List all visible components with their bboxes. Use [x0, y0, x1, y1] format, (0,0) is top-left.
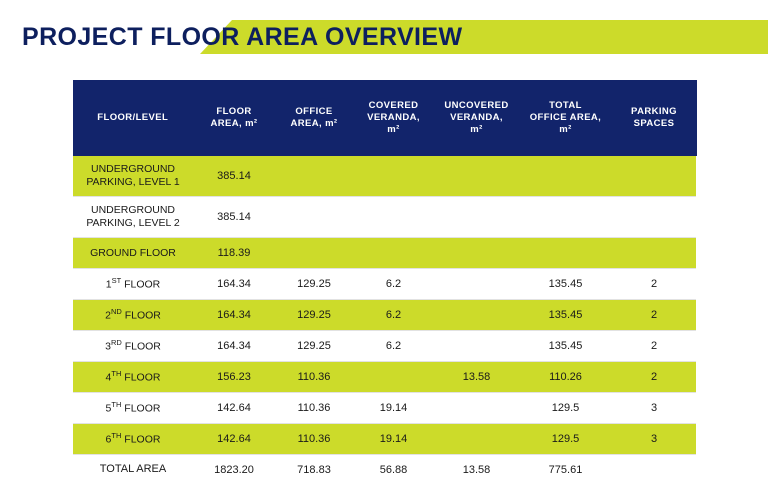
cell-uncovered-veranda — [434, 269, 519, 300]
cell-uncovered-veranda — [434, 156, 519, 197]
table-row — [73, 331, 696, 362]
cell-total-office-area: 135.45 — [519, 331, 612, 362]
column-header-floor-level — [73, 80, 193, 156]
cell-covered-veranda: 6.2 — [353, 331, 434, 362]
column-header-line: m² — [438, 124, 516, 136]
table-row — [73, 156, 696, 197]
row-label-suffix: TH — [111, 369, 121, 378]
column-header-line: PARKING — [616, 106, 693, 118]
row-label-line: UNDERGROUND — [77, 204, 189, 217]
cell-floor-area: 142.64 — [193, 393, 275, 424]
cell-total-office-area — [519, 156, 612, 197]
cell-parking-spaces — [612, 238, 696, 269]
column-header-line: OFFICE AREA, — [523, 112, 609, 124]
column-header-line: FLOOR/LEVEL — [76, 112, 190, 124]
total-parking-spaces — [612, 455, 696, 485]
cell-office-area: 110.36 — [275, 424, 353, 455]
row-label-rest: FLOOR — [121, 372, 160, 384]
cell-total-office-area: 135.45 — [519, 269, 612, 300]
cell-uncovered-veranda — [434, 300, 519, 331]
cell-office-area: 110.36 — [275, 362, 353, 393]
column-header-line: AREA, m² — [279, 118, 350, 130]
row-label — [73, 197, 193, 238]
column-header-line: VERANDA, — [438, 112, 516, 124]
total-office-area-col: 718.83 — [275, 455, 353, 485]
cell-total-office-area: 129.5 — [519, 393, 612, 424]
cell-parking-spaces: 3 — [612, 393, 696, 424]
row-label — [73, 424, 193, 455]
row-label-number: 2 — [105, 310, 111, 322]
row-label — [73, 156, 193, 197]
row-label-number: 3 — [105, 341, 111, 353]
cell-total-office-area — [519, 197, 612, 238]
table-header-row — [73, 80, 696, 156]
row-label-number: 4 — [106, 372, 112, 384]
row-label-rest: FLOOR — [121, 434, 160, 446]
cell-covered-veranda: 6.2 — [353, 269, 434, 300]
cell-covered-veranda — [353, 238, 434, 269]
table-body — [73, 156, 696, 485]
column-header-total-office-area — [519, 80, 612, 156]
row-label-suffix: ND — [111, 307, 122, 316]
cell-parking-spaces: 2 — [612, 269, 696, 300]
row-label-suffix: TH — [111, 431, 121, 440]
floor-area-table — [73, 80, 697, 485]
cell-floor-area: 164.34 — [193, 269, 275, 300]
cell-parking-spaces: 2 — [612, 300, 696, 331]
cell-uncovered-veranda: 13.58 — [434, 362, 519, 393]
cell-parking-spaces — [612, 156, 696, 197]
cell-parking-spaces: 2 — [612, 331, 696, 362]
row-label-line: GROUND FLOOR — [77, 247, 189, 260]
column-header-line: OFFICE — [279, 106, 350, 118]
table-row — [73, 362, 696, 393]
row-label-line: PARKING, LEVEL 2 — [77, 217, 189, 230]
column-header-line: VERANDA, — [357, 112, 431, 124]
row-label — [73, 362, 193, 393]
row-label — [73, 393, 193, 424]
cell-covered-veranda: 19.14 — [353, 424, 434, 455]
row-label-line: PARKING, LEVEL 1 — [77, 176, 189, 189]
table-row — [73, 300, 696, 331]
cell-covered-veranda — [353, 197, 434, 238]
total-covered-veranda: 56.88 — [353, 455, 434, 485]
cell-parking-spaces — [612, 197, 696, 238]
row-label-number: 5 — [106, 403, 112, 415]
row-label-rest: FLOOR — [121, 403, 160, 415]
table-row — [73, 424, 696, 455]
table-row — [73, 393, 696, 424]
page-title: PROJECT FLOOR AREA OVERVIEW — [22, 23, 462, 52]
table-row — [73, 238, 696, 269]
column-header-floor-area — [193, 80, 275, 156]
row-label — [73, 269, 193, 300]
cell-floor-area: 385.14 — [193, 197, 275, 238]
row-label-rest: FLOOR — [121, 279, 160, 291]
cell-parking-spaces: 3 — [612, 424, 696, 455]
column-header-line: TOTAL — [523, 100, 609, 112]
cell-covered-veranda — [353, 362, 434, 393]
row-label-suffix: TH — [111, 400, 121, 409]
cell-total-office-area: 110.26 — [519, 362, 612, 393]
cell-floor-area: 142.64 — [193, 424, 275, 455]
cell-uncovered-veranda — [434, 331, 519, 362]
cell-uncovered-veranda — [434, 424, 519, 455]
cell-floor-area: 156.23 — [193, 362, 275, 393]
table-header — [73, 80, 696, 156]
cell-total-office-area: 135.45 — [519, 300, 612, 331]
cell-uncovered-veranda — [434, 197, 519, 238]
column-header-uncovered-veranda — [434, 80, 519, 156]
column-header-line: m² — [357, 124, 431, 136]
total-total-office-area: 775.61 — [519, 455, 612, 485]
cell-office-area — [275, 156, 353, 197]
column-header-office-area — [275, 80, 353, 156]
cell-office-area: 129.25 — [275, 269, 353, 300]
row-label-rest: FLOOR — [122, 310, 161, 322]
column-header-line: UNCOVERED — [438, 100, 516, 112]
row-label-rest: FLOOR — [122, 341, 161, 353]
cell-office-area — [275, 238, 353, 269]
table-total-row — [73, 455, 696, 485]
table-row — [73, 197, 696, 238]
cell-covered-veranda: 6.2 — [353, 300, 434, 331]
row-label-line: UNDERGROUND — [77, 163, 189, 176]
table-row — [73, 269, 696, 300]
cell-floor-area: 164.34 — [193, 300, 275, 331]
total-row-label: TOTAL AREA — [73, 455, 193, 485]
column-header-line: AREA, m² — [197, 118, 272, 130]
total-uncovered-veranda: 13.58 — [434, 455, 519, 485]
cell-office-area — [275, 197, 353, 238]
column-header-line: COVERED — [357, 100, 431, 112]
cell-office-area: 110.36 — [275, 393, 353, 424]
column-header-line: m² — [523, 124, 609, 136]
cell-parking-spaces: 2 — [612, 362, 696, 393]
cell-covered-veranda — [353, 156, 434, 197]
row-label — [73, 331, 193, 362]
total-floor-area: 1823.20 — [193, 455, 275, 485]
row-label-number: 6 — [106, 434, 112, 446]
cell-uncovered-veranda — [434, 238, 519, 269]
floor-area-table-container — [73, 80, 696, 485]
column-header-parking-spaces — [612, 80, 696, 156]
cell-office-area: 129.25 — [275, 331, 353, 362]
cell-floor-area: 164.34 — [193, 331, 275, 362]
cell-total-office-area — [519, 238, 612, 269]
column-header-line: FLOOR — [197, 106, 272, 118]
cell-uncovered-veranda — [434, 393, 519, 424]
row-label-suffix: ST — [112, 276, 122, 285]
cell-floor-area: 385.14 — [193, 156, 275, 197]
column-header-covered-veranda — [353, 80, 434, 156]
row-label — [73, 238, 193, 269]
cell-office-area: 129.25 — [275, 300, 353, 331]
row-label-suffix: RD — [111, 338, 122, 347]
column-header-line: SPACES — [616, 118, 693, 130]
row-label-number: 1 — [106, 279, 112, 291]
cell-total-office-area: 129.5 — [519, 424, 612, 455]
cell-floor-area: 118.39 — [193, 238, 275, 269]
cell-covered-veranda: 19.14 — [353, 393, 434, 424]
row-label — [73, 300, 193, 331]
